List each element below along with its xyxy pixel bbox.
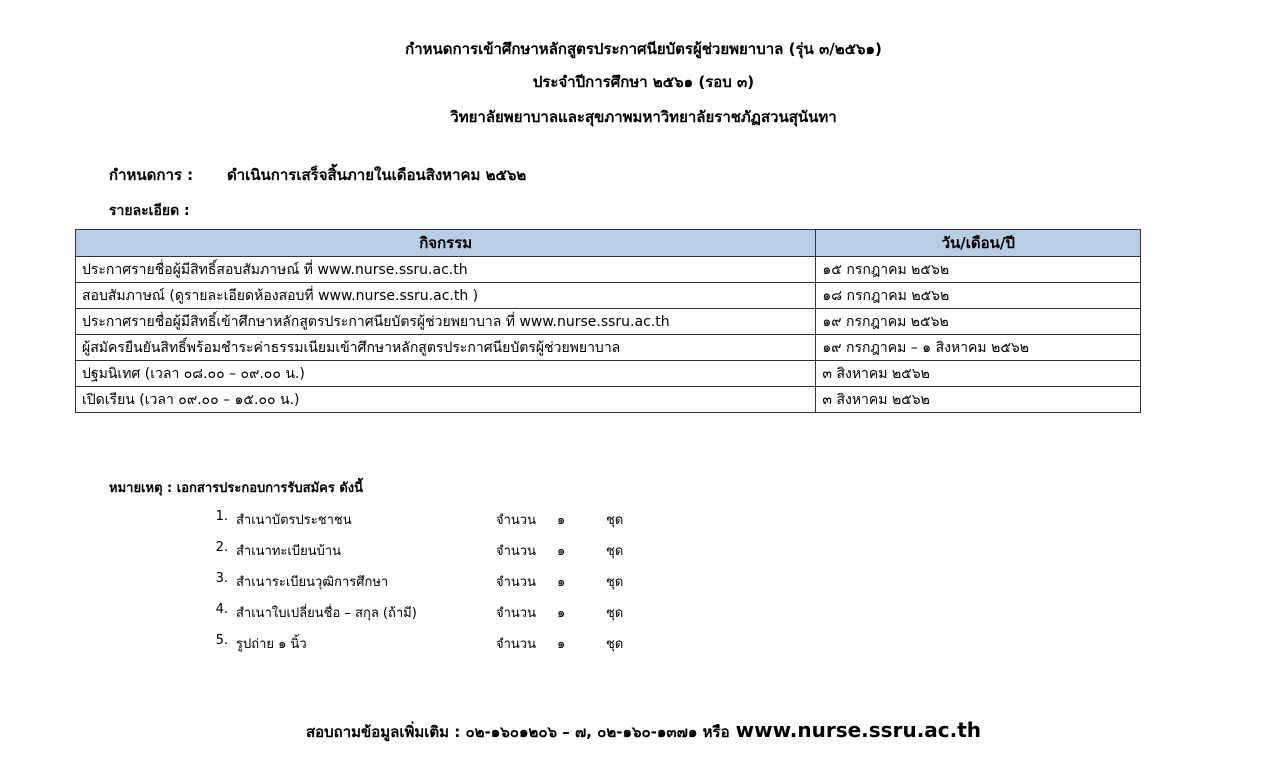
deadline-label: กำหนดการ :: [109, 166, 194, 184]
item-number: 2.: [215, 540, 228, 555]
institution-name: วิทยาลัยพยาบาลและสุขภาพมหาวิทยาลัยราชภัฏสวนสุนันทา: [450, 108, 837, 126]
unit: ชุด: [606, 606, 624, 621]
date-cell: ๓ สิงหาคม ๒๕๖๒: [816, 387, 1141, 413]
date-cell: ๓ สิงหาคม ๒๕๖๒: [816, 361, 1141, 387]
amount-label: จำนวน: [496, 606, 536, 621]
quantity: ๑: [557, 575, 566, 590]
date-cell: ๑๙ กรกฎาคม – ๑ สิงหาคม ๒๕๖๒: [816, 335, 1141, 361]
unit: ชุด: [606, 513, 624, 528]
column-header-activity: กิจกรรม: [76, 230, 816, 257]
amount-label: จำนวน: [496, 544, 536, 559]
schedule-header-row: [76, 230, 1141, 257]
column-header-date: วัน/เดือน/ปี: [816, 230, 1141, 257]
contact-footer: [0, 718, 1287, 744]
activity-cell: สอบสัมภาษณ์ (ดูรายละเอียดห้องสอบที่ www.nurse.ssru.ac.th ): [76, 283, 816, 309]
activity-cell: ผู้สมัครยืนยันสิทธิ์พร้อมชำระค่าธรรมเนียมเข้าศึกษาหลักสูตรประกาศนียบัตรผู้ช่วยพยาบาล: [76, 335, 816, 361]
table-row: [76, 283, 1141, 309]
quantity: ๑: [557, 606, 566, 621]
table-row: [76, 257, 1141, 283]
date-cell: ๑๕ กรกฎาคม ๒๕๖๒: [816, 257, 1141, 283]
deadline-value: ดำเนินการเสร็จสิ้นภายในเดือนสิงหาคม ๒๕๖๒: [227, 166, 527, 184]
item-number: 5.: [215, 633, 228, 648]
deadline-line: [109, 163, 526, 187]
amount-label: จำนวน: [496, 575, 536, 590]
contact-text: สอบถามข้อมูลเพิ่มเติม : ๐๒-๑๖๐๑๒๐๖ – ๗, ๐๒-๑๖๐-๑๓๗๑ หรือ: [305, 723, 730, 741]
date-cell: ๑๘ กรกฎาคม ๒๕๖๒: [816, 283, 1141, 309]
document-name: สำเนาบัตรประชาชน: [236, 513, 352, 528]
quantity: ๑: [557, 637, 566, 652]
activity-cell: ปฐมนิเทศ (เวลา ๐๘.๐๐ – ๐๙.๐๐ น.): [76, 361, 816, 387]
document-title: กำหนดการเข้าศึกษาหลักสูตรประกาศนียบัตรผู้ช่วยพยาบาล (รุ่น ๓/๒๕๖๑): [405, 40, 882, 58]
website-link[interactable]: www.nurse.ssru.ac.th: [735, 718, 982, 742]
table-row: [76, 335, 1141, 361]
details-label: รายละเอียด :: [109, 203, 190, 219]
unit: ชุด: [606, 637, 624, 652]
table-row: [76, 361, 1141, 387]
item-number: 1.: [215, 509, 228, 524]
document-name: สำเนาทะเบียนบ้าน: [236, 544, 342, 559]
date-cell: ๑๙ กรกฎาคม ๒๕๖๒: [816, 309, 1141, 335]
amount-label: จำนวน: [496, 513, 536, 528]
unit: ชุด: [606, 544, 624, 559]
quantity: ๑: [557, 544, 566, 559]
amount-label: จำนวน: [496, 637, 536, 652]
document-name: รูปถ่าย ๑ นิ้ว: [236, 637, 307, 652]
item-number: 4.: [215, 602, 228, 617]
unit: ชุด: [606, 575, 624, 590]
document-name: สำเนาระเบียนวุฒิการศึกษา: [236, 575, 389, 590]
activity-cell: ประกาศรายชื่อผู้มีสิทธิ์เข้าศึกษาหลักสูตรประกาศนียบัตรผู้ช่วยพยาบาล ที่ www.nurse.ssru.ac.th: [76, 309, 816, 335]
item-number: 3.: [215, 571, 228, 586]
table-row: [76, 387, 1141, 413]
quantity: ๑: [557, 513, 566, 528]
table-row: [76, 309, 1141, 335]
schedule-table: [75, 229, 1141, 413]
document-name: สำเนาใบเปลี่ยนชื่อ – สกุล (ถ้ามี): [236, 606, 417, 621]
note-heading: หมายเหตุ : เอกสารประกอบการรับสมัคร ดังนี้: [109, 481, 364, 496]
academic-year-subtitle: ประจำปีการศึกษา ๒๕๖๑ (รอบ ๓): [532, 73, 755, 91]
activity-cell: เปิดเรียน (เวลา ๐๙.๐๐ – ๑๕.๐๐ น.): [76, 387, 816, 413]
activity-cell: ประกาศรายชื่อผู้มีสิทธิ์สอบสัมภาษณ์ ที่ www.nurse.ssru.ac.th: [76, 257, 816, 283]
